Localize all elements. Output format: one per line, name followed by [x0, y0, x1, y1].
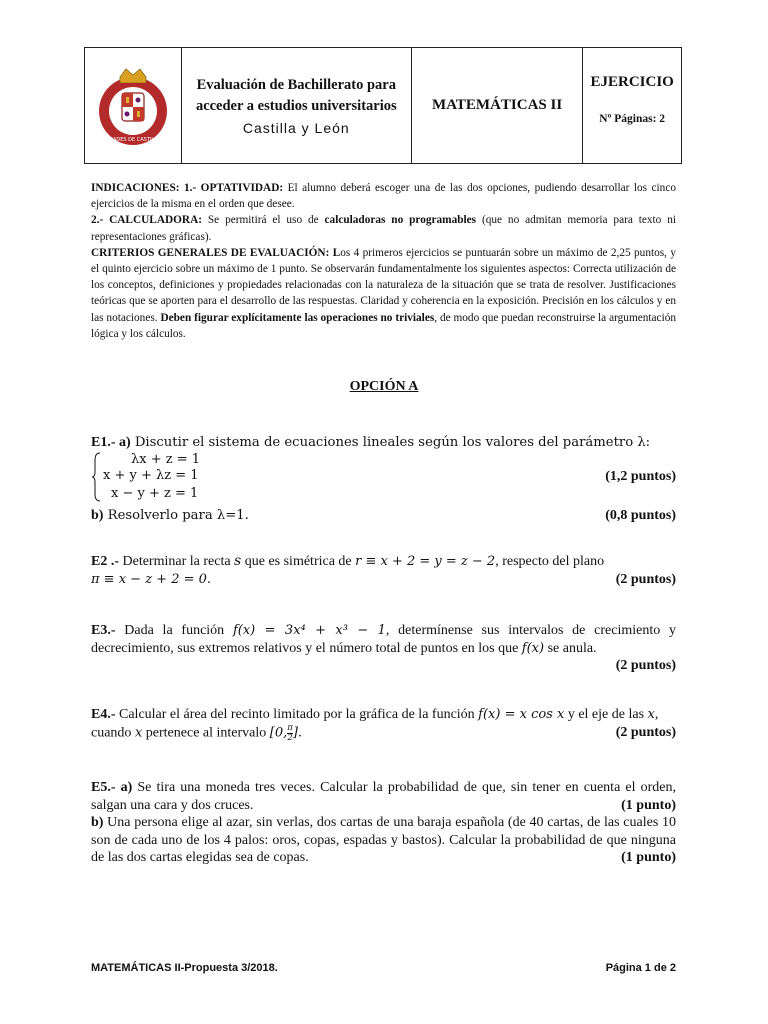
- criteria-text2: , de modo que puedan reconstruirse la argumentación lógica y los cálculos.: [91, 311, 677, 340]
- subject-title: MATEMÁTICAS II: [432, 97, 563, 113]
- e1-points-b: (0,8 puntos): [605, 508, 676, 523]
- exercise-4: [91, 706, 676, 743]
- e3-fx: f(x): [521, 640, 545, 656]
- e1-points-a: (1,2 puntos): [605, 469, 676, 484]
- e1-label: E1.- a): [91, 435, 131, 450]
- e2-label: E2 .-: [91, 554, 119, 569]
- e5-points-b: (1 punto): [621, 850, 676, 865]
- e2-plane: π ≡ x − z + 2 = 0.: [91, 571, 212, 587]
- exam-title-line2: acceder a estudios universitarios: [195, 98, 397, 114]
- e1-eq3: x − y + z = 1: [111, 485, 199, 501]
- e2-statement: [91, 553, 676, 571]
- header-table: [84, 47, 682, 164]
- e4-interval-close: ].: [292, 725, 303, 741]
- instruction-optativity: [91, 180, 676, 212]
- option-title: OPCIÓN A: [349, 379, 419, 394]
- instruction-calculator: [91, 212, 676, 244]
- e5-part-b: [91, 814, 676, 867]
- e4-statement-line1: [91, 706, 676, 743]
- page-footer: [91, 962, 676, 974]
- calculator-bold: calculadoras no programables: [324, 214, 477, 227]
- e4-frac-den: 2: [287, 732, 293, 743]
- e5-text-a: Se tira una moneda tres veces. Calcular la probabilidad de que, sin tener en cuenta el orden, salgan una cara y dos cruces.: [91, 780, 676, 813]
- e3-label: E3.-: [91, 623, 116, 638]
- footer-page-number: Página 1 de 2: [605, 962, 676, 974]
- title-cell: [182, 48, 412, 163]
- university-seal-logo: [85, 63, 181, 149]
- instruction-criteria: [91, 245, 676, 342]
- e2-text1: Determinar la recta: [119, 554, 235, 569]
- e4-label: E4.-: [91, 707, 116, 722]
- pages-count: Nº Páginas: 2: [599, 113, 666, 125]
- exercise-3: [91, 622, 676, 675]
- e1-statement: [91, 434, 676, 452]
- e1-b-text: Resolverlo para λ=1.: [103, 508, 249, 523]
- e4-interval-open: [0,: [269, 725, 288, 741]
- e1-b-label: b): [91, 508, 104, 523]
- e2-points: (2 puntos): [615, 571, 676, 587]
- e3-text3: se anula.: [544, 640, 597, 656]
- exercise-5: [91, 779, 676, 867]
- e2-text2: que es simétrica de: [241, 554, 356, 569]
- e5-b-label: b): [91, 815, 104, 830]
- criteria-label: CRITERIOS GENERALES DE EVALUACIÓN: L: [91, 246, 341, 259]
- exercise-1: [91, 434, 676, 525]
- e1-part-b: [91, 507, 676, 525]
- region-name: Castilla y León: [242, 120, 350, 136]
- e4-var-x2: x: [134, 725, 143, 741]
- e5-part-a: [91, 779, 676, 814]
- optativity-label: INDICACIONES: 1.- OPTATIVIDAD:: [91, 182, 284, 194]
- e5-text-b: Una persona elige al azar, sin verlas, dos cartas de una baraja española (de 40 cartas, de las cuales 10 son de cada uno de los 4 palos: oros, copas, espadas y bastos). Calcular la probabilidad de que ninguna de las dos cartas elegidas sea de copas.: [91, 815, 676, 865]
- e4-frac-num: π: [287, 722, 293, 733]
- criteria-bold: Deben figurar explícitamente las operaciones no triviales: [160, 311, 435, 324]
- calculator-label: 2.- CALCULADORA:: [91, 214, 203, 227]
- e2-line-r: r ≡ x + 2 = y = z − 2: [355, 554, 496, 569]
- e2-text3: , respecto del plano: [495, 554, 605, 569]
- brace-symbol: [91, 452, 101, 508]
- instructions-block: [91, 180, 676, 342]
- e3-statement: [91, 622, 676, 657]
- calculator-text: Se permitirá el uso de: [202, 214, 325, 227]
- calculator-text2: (que no admitan memoria para texto ni representaciones gráficas).: [91, 214, 677, 243]
- e5-points-a: (1 punto): [621, 797, 676, 813]
- optativity-text: El alumno deberá escoger una de las dos opciones, pudiendo desarrollar los cinco ejercicios de la misma en el orden que desee.: [91, 182, 676, 211]
- criteria-text: os 4 primeros ejercicios se puntuarán sobre un máximo de 2,25 puntos, y el quinto ejercicio sobre un máximo de 1 punto. Se observarán fundamentalmente los siguientes aspectos: Correcta utilización de los conceptos, definiciones y propiedades relacionadas con la naturaleza de la situación que se trata de resolver. Justificaciones teóricas que se aporten para el desarrollo de las respuestas. Claridad y coherencia en la exposición. Precisión en los cálculos y en las notaciones.: [91, 246, 676, 324]
- exam-title-line1: Evaluación de Bachillerato para: [196, 77, 396, 93]
- footer-proposal: MATEMÁTICAS II-Propuesta 3/2018.: [91, 962, 278, 974]
- e2-var-s: s: [234, 553, 242, 569]
- e4-var-x: x: [647, 707, 655, 722]
- e3-text1: Dada la función: [115, 623, 233, 638]
- e4-points: (2 puntos): [615, 724, 676, 740]
- e4-text4: pertenece al intervalo: [142, 725, 270, 741]
- e1-equation-system: [91, 452, 676, 508]
- exercise-cell: [583, 48, 681, 163]
- e3-function: f(x) = 3x⁴ + x³ − 1: [232, 623, 386, 638]
- e4-text2: y el eje de las: [564, 707, 648, 722]
- exercise-2: [91, 553, 676, 588]
- e1-eq1: λx + z = 1: [131, 451, 201, 467]
- e4-text3: , cuando: [91, 707, 659, 741]
- e3-text2: , determínense sus intervalos de crecimiento y decrecimiento, sus extremos relativos y el número total de puntos en los que: [91, 623, 676, 656]
- e1-text: Discutir el sistema de ecuaciones lineales según los valores del parámetro λ:: [130, 435, 651, 450]
- e5-label: E5.- a): [91, 780, 133, 795]
- subject-cell: [412, 48, 583, 163]
- e1-eq2: x + y + λz = 1: [103, 468, 199, 483]
- exercise-label: EJERCICIO: [590, 74, 674, 90]
- e4-function: f(x) = x cos x: [478, 707, 565, 722]
- logo-cell: [85, 48, 182, 163]
- e3-points: (2 puntos): [615, 658, 676, 673]
- svg-text:UNIVERSIDADES DE CASTILLA Y LE: UNIVERSIDADES DE CASTILLA Y LEÓN: [85, 136, 181, 143]
- e4-text1: Calcular el área del recinto limitado por la gráfica de la función: [115, 707, 479, 722]
